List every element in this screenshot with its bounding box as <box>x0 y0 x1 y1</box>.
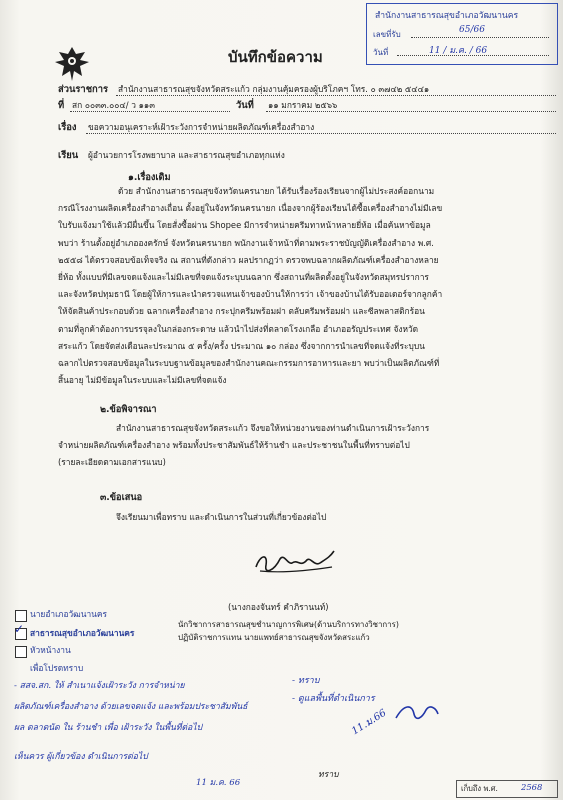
section1-line: ฉลากไปตรวจสอบข้อมูลในระบบฐานข้อมูลของสำนักงานคณะกรรมการอาหารและยา พบว่าเป็นผลิตภัณฑ์ที่ <box>58 358 440 369</box>
to-value: ผู้อำนวยการโรงพยาบาล และสาธารณสุขอำเภอทุกแห่ง <box>88 150 285 160</box>
routing-item-label: หัวหน้างาน <box>30 645 71 655</box>
stamp-no-label: เลขที่รับ <box>373 30 401 39</box>
agency-label: ส่วนราชการ <box>58 84 109 95</box>
handwritten-note-date: 11 ม.ค. 66 <box>196 778 241 788</box>
section1-line: ๒๕๕๘ ได้ตรวจสอบข้อเท็จจริง ณ สถานที่ดังกล่าว ผลปรากฏว่า ตรวจพบฉลากผลิตภัณฑ์เครื่องสำอางหลาย <box>58 254 439 265</box>
section3-heading: ๓.ข้อเสนอ <box>100 492 143 503</box>
subject-value: ขอความอนุเคราะห์เฝ้าระวังการจำหน่ายผลิตภัณฑ์เครื่องสำอาง <box>88 122 315 132</box>
handwritten-right-note: - ทราบ <box>292 676 320 686</box>
section2-line: (รายละเอียดตามเอกสารแนบ) <box>58 457 166 468</box>
section1-line: ให้จัดสินค้าประกอบด้วย ฉลากเครื่องสำอาง กระปุกครีมพร้อมฝา ตลับครีมพร้อมฝา และซีลพลาสติกร้อน <box>58 306 425 317</box>
stamp-date-label: วันที่ <box>373 48 389 57</box>
section1-line: สิ้นอายุ ไม่มีข้อมูลในระบบและไม่มีเลขที่จดแจ้ง <box>58 375 227 386</box>
receipt-stamp <box>366 3 558 65</box>
handwritten-signature <box>250 545 340 579</box>
signer-position1: นักวิชาการสาธารณสุขชำนาญการพิเศษ(ด้านบริการทางวิชาการ) <box>178 620 399 629</box>
subject-label: เรื่อง <box>58 122 77 133</box>
date-label: วันที่ <box>236 100 254 111</box>
section1-line: ใบรับแจ้งมาใช้แล้วมีผื่นขึ้น โดยสั่งซื้อผ่าน Shopee มีการจำหน่ายครีมทาหน้าหลายยี่ห้อ เมื่อค้นหาข้อมูล <box>58 220 431 231</box>
section1-line: สระแก้ว โดยจัดส่งเดือนละประมาณ ๕ ครั้ง/ครั้ง ประมาณ ๑๐ กล่อง ซึ่งจากการนำเลขที่จดแจ้งที่ระบุบน <box>58 340 425 351</box>
handwritten-right-note: - ดูแลพื้นที่ดำเนินการ <box>292 694 375 704</box>
signer-position2: ปฏิบัติราชการแทน นายแพทย์สาธารณสุขจังหวัดสระแก้ว <box>178 633 370 642</box>
routing-for-label: เพื่อโปรดทราบ <box>30 663 84 673</box>
section1-line: และจังหวัดปทุมธานี โดยผู้ให้การและนำตรวจแทนเจ้าของบ้านให้การว่า เจ้าของบ้านได้รับออเดอร์จากลูกค้า <box>58 289 443 300</box>
routing-item-label: สาธารณสุขอำเภอวัฒนานคร <box>30 628 135 638</box>
ref-label: ที่ <box>58 100 65 111</box>
garuda-emblem-icon <box>52 44 92 84</box>
handwritten-note-line: ผล ตลาดนัด ใน ร้านชำ เพื่อ เฝ้าระวัง ในพื้นที่ต่อไป <box>14 723 203 733</box>
signer-name: (นางกองจันทร์ คำภิรานนท์) <box>228 602 329 612</box>
section2-line: สำนักงานสาธารณสุขจังหวัดสระแก้ว จึงขอให้หน่วยงานของท่านดำเนินการเฝ้าระวังการ <box>116 423 430 433</box>
ref-value: สก ๐๐๓๓.๐๐๔/ ว ๑๑๓ <box>72 100 155 110</box>
section3-line: จึงเรียนมาเพื่อทราบ และดำเนินการในส่วนที่เกี่ยวข้องต่อไป <box>116 512 327 522</box>
section2-line: จำหน่ายผลิตภัณฑ์เครื่องสำอาง พร้อมทั้งประชาสัมพันธ์ให้ร้านชำ และประชาชนในพื้นที่ทราบต่อไป <box>58 440 410 451</box>
checkbox-section-head[interactable] <box>15 646 27 658</box>
memo-title: บันทึกข้อความ <box>228 48 323 66</box>
handwritten-right-date: 11.ม.66 <box>350 707 389 738</box>
handwritten-note-line: เห็นควร ผู้เกี่ยวข้อง ดำเนินการต่อไป <box>14 752 148 762</box>
handwritten-initials <box>392 700 442 726</box>
checkbox-district-chief[interactable] <box>15 610 27 622</box>
filing-label: เก็บถึง พ.ศ. <box>461 784 498 793</box>
agency-value: สำนักงานสาธารณสุขจังหวัดสระแก้ว กลุ่มงานคุ้มครองผู้บริโภคฯ โทร. ๐ ๓๗๔๒ ๕๔๔๑ <box>118 84 430 94</box>
section1-line: ยี่ห้อ ทั้งแบบที่มีเลขจดแจ้งและไม่มีเลขที่จดแจ้งระบุบนฉลาก ซึ่งสถานที่ผลิตตั้งอยู่ในจังหวัดสมุทรปราการ <box>58 272 429 283</box>
checkmark-icon: ✓ <box>14 622 25 636</box>
section1-line: กรณีโรงงานผลิตเครื่องสำอางเถื่อน ตั้งอยู่ในจังหวัดนครนายก เนื่องจากผู้ร้องเรียนได้ซื้อเครื่องสำอางไม่มีเลข <box>58 203 443 214</box>
handwritten-bottom-ack: ทราบ <box>318 770 339 780</box>
section1-line: ตามที่ลูกค้าต้องการบรรจุลงในกล่องกระดาษ แล้วนำไปส่งที่ตลาดโรงเกลือ อำเภออรัญประเทศ จังหวัด <box>58 323 419 334</box>
stamp-title: สำนักงานสาธารณสุขอำเภอวัฒนานคร <box>375 11 519 21</box>
to-label: เรียน <box>58 150 79 161</box>
section2-body <box>58 420 429 472</box>
stamp-date-value: 11 / ม.ค. / 66 <box>429 46 488 56</box>
routing-item-label: นายอำเภอวัฒนานคร <box>30 609 108 619</box>
section1-line: ด้วย สำนักงานสาธารณสุขจังหวัดนครนายก ได้รับเรื่องร้องเรียนจากผู้ไม่ประสงค์ออกนาม <box>118 186 435 196</box>
section1-body <box>58 183 442 389</box>
section1-heading: ๑.เรื่องเดิม <box>128 172 171 183</box>
handwritten-note-line: ผลิตภัณฑ์เครื่องสำอาง ด้วยเลขจดแจ้ง และพร้อมประชาสัมพันธ์ <box>14 702 248 712</box>
stamp-no-value: 65/66 <box>459 25 485 35</box>
section1-line: พบว่า ร้านตั้งอยู่อำเภอองครักษ์ จังหวัดนครนายก พนักงานเจ้าหน้าที่ตามพระราชบัญญัติเครื่องสำอาง พ.ศ. <box>58 237 434 248</box>
filing-value: 2568 <box>521 782 543 792</box>
section2-heading: ๒.ข้อพิจารณา <box>100 404 157 415</box>
date-value: ๑๑ มกราคม ๒๕๖๖ <box>268 100 338 110</box>
filing-box <box>456 780 558 798</box>
handwritten-note-line: - สสจ.สก. ให้ สำเนาแจ้งเฝ้าระวัง การจำหน่าย <box>14 681 185 691</box>
